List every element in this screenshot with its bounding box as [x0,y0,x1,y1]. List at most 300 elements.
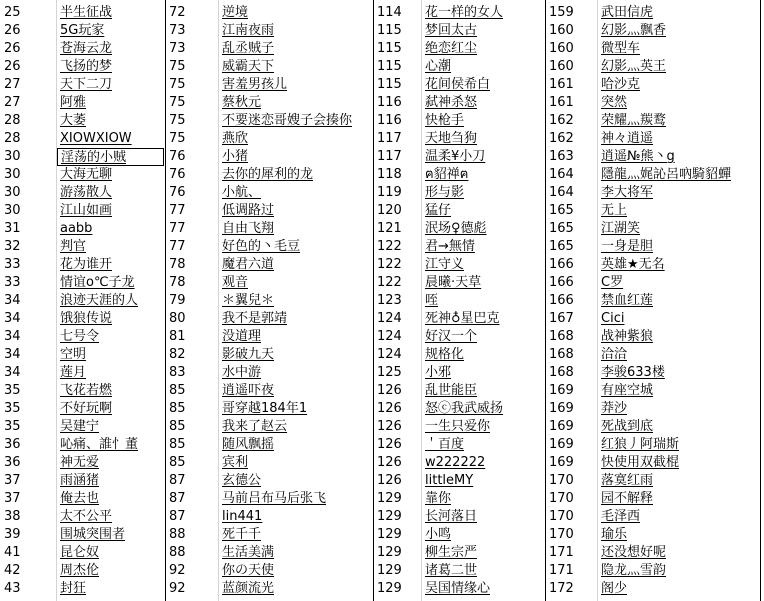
player-name-cell[interactable] [422,472,544,490]
level-cell[interactable]: 117 [377,131,402,146]
player-name-cell[interactable] [598,22,759,40]
player-name: 江南夜雨 [222,23,275,38]
player-name-cell[interactable] [57,220,164,238]
level-cell[interactable]: 123 [377,293,402,308]
player-name-cell[interactable] [422,400,544,418]
level-cell[interactable]: 37 [4,473,21,488]
player-name-cell[interactable] [57,328,164,346]
player-name: C罗 [601,275,624,290]
level-cell[interactable]: 41 [4,545,21,560]
level-cell[interactable]: 77 [169,221,186,236]
player-name: ＇百度 [425,437,465,452]
level-cell[interactable]: 33 [4,257,21,272]
player-name-cell[interactable] [219,4,372,22]
player-name: ฅ貂禅ฅ [425,167,469,182]
level-cell[interactable]: 39 [4,527,21,542]
player-name-cell[interactable] [57,238,164,256]
level-cell[interactable]: 34 [4,311,21,326]
level-cell[interactable]: 30 [4,149,21,164]
player-name-cell[interactable] [219,202,372,220]
level-cell[interactable]: 79 [169,293,186,308]
player-name-cell[interactable] [422,454,544,472]
player-name: 苍海云龙 [60,41,113,56]
player-name-cell[interactable] [57,148,164,166]
player-name-cell[interactable] [422,256,544,274]
player-name-cell[interactable] [598,94,759,112]
level-cell[interactable]: 116 [377,95,402,110]
level-cell[interactable]: 25 [4,5,21,20]
level-cell[interactable]: 73 [169,41,186,56]
player-name-cell[interactable] [57,94,164,112]
player-name: 判官 [60,239,87,254]
level-cell[interactable]: 83 [169,365,186,380]
player-name: 好色的丶毛豆 [222,239,301,254]
player-name-cell[interactable] [219,418,372,436]
level-cell[interactable]: 164 [549,167,574,182]
player-name-cell[interactable] [219,130,372,148]
level-cell[interactable]: 169 [549,455,574,470]
player-name-cell[interactable] [422,202,544,220]
level-cell[interactable]: 75 [169,113,186,128]
player-name: 莲月 [60,365,87,380]
player-name-cell[interactable] [422,508,544,526]
level-cell[interactable]: 27 [4,95,21,110]
level-cell[interactable]: 165 [549,221,574,236]
player-name-cell[interactable] [57,436,164,454]
level-cell[interactable]: 160 [549,23,574,38]
player-name-cell[interactable] [219,94,372,112]
level-cell[interactable]: 73 [169,23,186,38]
level-cell[interactable]: 26 [4,23,21,38]
player-name-cell[interactable] [57,382,164,400]
level-cell[interactable]: 77 [169,203,186,218]
player-name-cell[interactable] [57,202,164,220]
level-cell[interactable]: 114 [377,5,402,20]
player-name: 我来了赵云 [222,419,288,434]
level-cell[interactable]: 129 [377,527,402,542]
level-cell[interactable]: 85 [169,401,186,416]
player-name-cell[interactable] [598,382,759,400]
level-cell[interactable]: 35 [4,383,21,398]
level-cell[interactable]: 170 [549,473,574,488]
player-name-cell[interactable] [422,418,544,436]
player-name-cell[interactable] [422,544,544,562]
player-name-cell[interactable] [57,184,164,202]
level-cell[interactable]: 129 [377,491,402,506]
player-name-cell[interactable] [57,562,164,580]
player-name: 我不是郭靖 [222,311,288,326]
player-name: 英雄★无名 [601,257,665,272]
level-cell[interactable]: 160 [549,41,574,56]
player-name-cell[interactable] [57,490,164,508]
level-cell[interactable]: 28 [4,131,21,146]
player-name: 燕欣 [222,131,249,146]
level-cell[interactable]: 85 [169,419,186,434]
player-name-cell[interactable] [57,310,164,328]
player-name: 大萎 [60,113,87,128]
player-name-cell[interactable] [598,508,759,526]
player-name: 心潮 [425,59,452,74]
level-cell[interactable]: 42 [4,563,21,578]
player-name-cell[interactable] [219,472,372,490]
level-cell[interactable]: 168 [549,347,574,362]
level-cell[interactable]: 34 [4,365,21,380]
level-cell[interactable]: 126 [377,383,402,398]
level-cell[interactable]: 75 [169,95,186,110]
level-cell[interactable]: 170 [549,491,574,506]
level-cell[interactable]: 129 [377,581,402,596]
player-name-cell[interactable] [598,346,759,364]
player-name-cell[interactable] [598,544,759,562]
level-cell[interactable]: 36 [4,437,21,452]
level-cell[interactable]: 32 [4,239,21,254]
player-name: 死千千 [222,527,262,542]
level-cell[interactable]: 75 [169,77,186,92]
player-name-cell[interactable] [219,22,372,40]
player-name: 你の天使 [222,563,275,578]
level-cell[interactable]: 165 [549,239,574,254]
player-name-cell[interactable] [219,580,372,598]
level-cell[interactable]: 169 [549,437,574,452]
level-cell[interactable]: 166 [549,293,574,308]
player-name-cell[interactable] [219,166,372,184]
player-name-cell[interactable] [219,526,372,544]
player-name-cell[interactable] [598,238,759,256]
player-name-cell[interactable] [598,166,759,184]
player-name-cell[interactable] [422,346,544,364]
level-cell[interactable]: 27 [4,77,21,92]
level-cell[interactable]: 35 [4,401,21,416]
player-name: 李骏633楼 [601,365,665,380]
level-cell[interactable]: 171 [549,545,574,560]
player-name-cell[interactable] [598,328,759,346]
player-name: 有座空城 [601,383,654,398]
player-name: 一生只爱你 [425,419,491,434]
player-name-cell[interactable] [57,76,164,94]
level-cell[interactable]: 76 [169,149,186,164]
level-cell[interactable]: 30 [4,203,21,218]
player-name-cell[interactable] [57,364,164,382]
level-cell[interactable]: 167 [549,311,574,326]
player-name-cell[interactable] [219,76,372,94]
player-name-cell[interactable] [57,40,164,58]
player-name-cell[interactable] [598,364,759,382]
level-cell[interactable]: 30 [4,167,21,182]
level-cell[interactable]: 88 [169,527,186,542]
player-name: 长河落日 [425,509,478,524]
level-cell[interactable]: 76 [169,167,186,182]
level-cell[interactable]: 43 [4,581,21,596]
player-name: 还没想好呢 [601,545,667,560]
level-cell[interactable]: 124 [377,347,402,362]
level-cell[interactable]: 31 [4,221,21,236]
level-cell[interactable]: 120 [377,203,402,218]
level-cell[interactable]: 125 [377,365,402,380]
level-cell[interactable]: 81 [169,329,186,344]
player-name-cell[interactable] [598,4,759,22]
player-name-cell[interactable] [422,112,544,130]
level-cell[interactable]: 170 [549,509,574,524]
level-cell[interactable]: 76 [169,185,186,200]
player-name-cell[interactable] [422,76,544,94]
level-cell[interactable]: 35 [4,419,21,434]
player-name-cell[interactable] [219,508,372,526]
player-name-cell[interactable] [422,526,544,544]
player-name-cell[interactable] [57,580,164,598]
level-cell[interactable]: 80 [169,311,186,326]
level-cell[interactable]: 168 [549,365,574,380]
player-name-cell[interactable] [422,166,544,184]
player-name-cell[interactable] [422,436,544,454]
player-name-cell[interactable] [219,58,372,76]
player-name-cell[interactable] [219,436,372,454]
player-name-cell[interactable] [57,544,164,562]
player-name-cell[interactable] [219,454,372,472]
player-name-cell[interactable] [219,220,372,238]
player-name-cell[interactable] [598,454,759,472]
level-cell[interactable]: 129 [377,509,402,524]
level-cell[interactable]: 85 [169,455,186,470]
level-cell[interactable]: 169 [549,419,574,434]
player-name-cell[interactable] [598,40,759,58]
player-name: 昆仑奴 [60,545,100,560]
level-cell[interactable]: 75 [169,59,186,74]
player-name-cell[interactable] [422,580,544,598]
player-name-cell[interactable] [422,310,544,328]
player-name-cell[interactable] [422,148,544,166]
player-name-cell[interactable] [219,238,372,256]
player-name-cell[interactable] [219,184,372,202]
player-name-cell[interactable] [57,58,164,76]
level-cell[interactable]: 166 [549,275,574,290]
player-name-cell[interactable] [57,22,164,40]
player-name-cell[interactable] [422,22,544,40]
player-name-cell[interactable] [422,292,544,310]
level-cell[interactable]: 34 [4,293,21,308]
level-cell[interactable]: 126 [377,419,402,434]
player-name-cell[interactable] [598,148,759,166]
level-cell[interactable]: 126 [377,401,402,416]
player-name-cell[interactable] [422,238,544,256]
player-name-cell[interactable] [598,400,759,418]
level-cell[interactable]: 163 [549,149,574,164]
player-name: 花为谁开 [60,257,113,272]
player-name-cell[interactable] [57,454,164,472]
level-cell[interactable]: 121 [377,221,402,236]
level-cell[interactable]: 129 [377,545,402,560]
player-name: Cici [601,311,625,326]
level-cell[interactable]: 33 [4,275,21,290]
player-name-cell[interactable] [57,166,164,184]
player-name-cell[interactable] [219,364,372,382]
level-cell[interactable]: 28 [4,113,21,128]
player-name-cell[interactable] [422,328,544,346]
level-cell[interactable]: 26 [4,59,21,74]
player-name: 温柔¥小刀 [425,149,486,164]
player-name-cell[interactable] [219,256,372,274]
level-cell[interactable]: 122 [377,257,402,272]
level-cell[interactable]: 115 [377,77,402,92]
player-name-cell[interactable] [598,310,759,328]
level-cell[interactable]: 129 [377,563,402,578]
player-name: 浪迹天涯的人 [60,293,139,308]
player-name-cell[interactable] [219,292,372,310]
player-name-cell[interactable] [57,292,164,310]
level-cell[interactable]: 159 [549,5,574,20]
player-name-cell[interactable] [57,274,164,292]
player-name: 战神紫狼 [601,329,654,344]
player-name-cell[interactable] [57,418,164,436]
player-name-cell[interactable] [422,562,544,580]
player-name: 乱丞贼子 [222,41,275,56]
player-name-cell[interactable] [57,130,164,148]
level-cell[interactable]: 30 [4,185,21,200]
player-name: 玄德公 [222,473,262,488]
player-name-cell[interactable] [598,526,759,544]
level-cell[interactable]: 34 [4,347,21,362]
player-name-cell[interactable] [598,580,759,598]
player-name-cell[interactable] [57,256,164,274]
player-name: 阁少 [601,581,628,596]
player-name-cell[interactable] [219,544,372,562]
player-name-cell[interactable] [422,490,544,508]
player-name-cell[interactable] [219,562,372,580]
level-cell[interactable]: 72 [169,5,186,20]
player-name-cell[interactable] [219,490,372,508]
player-name-cell[interactable] [598,274,759,292]
player-name: 围城突围者 [60,527,126,542]
player-name-cell[interactable] [219,310,372,328]
level-cell[interactable]: 164 [549,185,574,200]
player-name-cell[interactable] [598,472,759,490]
player-name-cell[interactable] [598,202,759,220]
player-name-cell[interactable] [219,112,372,130]
player-name-cell[interactable] [57,526,164,544]
player-name-cell[interactable] [219,400,372,418]
level-cell[interactable]: 75 [169,131,186,146]
player-name-cell[interactable] [219,346,372,364]
level-cell[interactable]: 87 [169,509,186,524]
level-cell[interactable]: 85 [169,437,186,452]
level-cell[interactable]: 124 [377,311,402,326]
player-name-cell[interactable] [598,418,759,436]
player-name-cell[interactable] [422,130,544,148]
level-cell[interactable]: 170 [549,527,574,542]
level-cell[interactable]: 118 [377,167,402,182]
level-cell[interactable]: 160 [549,59,574,74]
level-cell[interactable]: 172 [549,581,574,596]
player-name-cell[interactable] [422,40,544,58]
level-cell[interactable]: 38 [4,509,21,524]
level-cell[interactable]: 115 [377,23,402,38]
player-name-cell[interactable] [598,436,759,454]
player-name-cell[interactable] [57,508,164,526]
player-name-cell[interactable] [422,220,544,238]
level-cell[interactable]: 116 [377,113,402,128]
player-name-cell[interactable] [57,112,164,130]
level-cell[interactable]: 161 [549,95,574,110]
player-name-cell[interactable] [422,94,544,112]
player-name-cell[interactable] [598,130,759,148]
level-cell[interactable]: 165 [549,203,574,218]
level-cell[interactable]: 171 [549,563,574,578]
player-name-cell[interactable] [422,58,544,76]
player-name-cell[interactable] [598,76,759,94]
level-cell[interactable]: 87 [169,473,186,488]
level-cell[interactable]: 169 [549,401,574,416]
level-cell[interactable]: 169 [549,383,574,398]
level-cell[interactable]: 26 [4,41,21,56]
level-cell[interactable]: 119 [377,185,402,200]
player-name-cell[interactable] [598,562,759,580]
player-name: 一身是胆 [601,239,654,254]
level-cell[interactable]: 115 [377,59,402,74]
level-cell[interactable]: 85 [169,383,186,398]
player-name-cell[interactable] [422,274,544,292]
level-cell[interactable]: 92 [169,563,186,578]
level-cell[interactable]: 117 [377,149,402,164]
level-cell[interactable]: 162 [549,113,574,128]
player-name-cell[interactable] [598,256,759,274]
player-name-cell[interactable] [219,274,372,292]
level-cell[interactable]: 126 [377,437,402,452]
player-name: 大海无聊 [60,167,113,182]
level-cell[interactable]: 36 [4,455,21,470]
player-name-cell[interactable] [598,112,759,130]
player-name-cell[interactable] [422,184,544,202]
level-cell[interactable]: 126 [377,473,402,488]
level-cell[interactable]: 78 [169,275,186,290]
player-name-cell[interactable] [422,364,544,382]
level-cell[interactable]: 124 [377,329,402,344]
player-name-cell[interactable] [57,472,164,490]
player-name-cell[interactable] [422,4,544,22]
level-cell[interactable]: 87 [169,491,186,506]
level-cell[interactable]: 77 [169,239,186,254]
player-name-cell[interactable] [57,346,164,364]
player-name: 半生征战 [60,5,113,20]
player-name-cell[interactable] [219,382,372,400]
player-name-cell[interactable] [598,292,759,310]
level-cell[interactable]: 34 [4,329,21,344]
player-name: 水中游 [222,365,262,380]
level-cell[interactable]: 122 [377,275,402,290]
player-name-cell[interactable] [598,58,759,76]
player-name-cell[interactable] [57,4,164,22]
level-cell[interactable]: 82 [169,347,186,362]
level-cell[interactable]: 78 [169,257,186,272]
player-name: 江守义 [425,257,465,272]
level-cell[interactable]: 166 [549,257,574,272]
level-cell[interactable]: 168 [549,329,574,344]
level-cell[interactable]: 88 [169,545,186,560]
level-cell[interactable]: 115 [377,41,402,56]
level-cell[interactable]: 122 [377,239,402,254]
level-cell[interactable]: 161 [549,77,574,92]
player-name-cell[interactable] [598,220,759,238]
player-name-cell[interactable] [57,400,164,418]
level-cell[interactable]: 162 [549,131,574,146]
player-name-cell[interactable] [598,490,759,508]
level-cell[interactable]: 37 [4,491,21,506]
player-name-cell[interactable] [422,382,544,400]
level-cell[interactable]: 92 [169,581,186,596]
level-cell[interactable]: 126 [377,455,402,470]
player-name-cell[interactable] [219,148,372,166]
player-name-cell[interactable] [219,328,372,346]
player-name-cell[interactable] [598,184,759,202]
player-name-cell[interactable] [219,40,372,58]
